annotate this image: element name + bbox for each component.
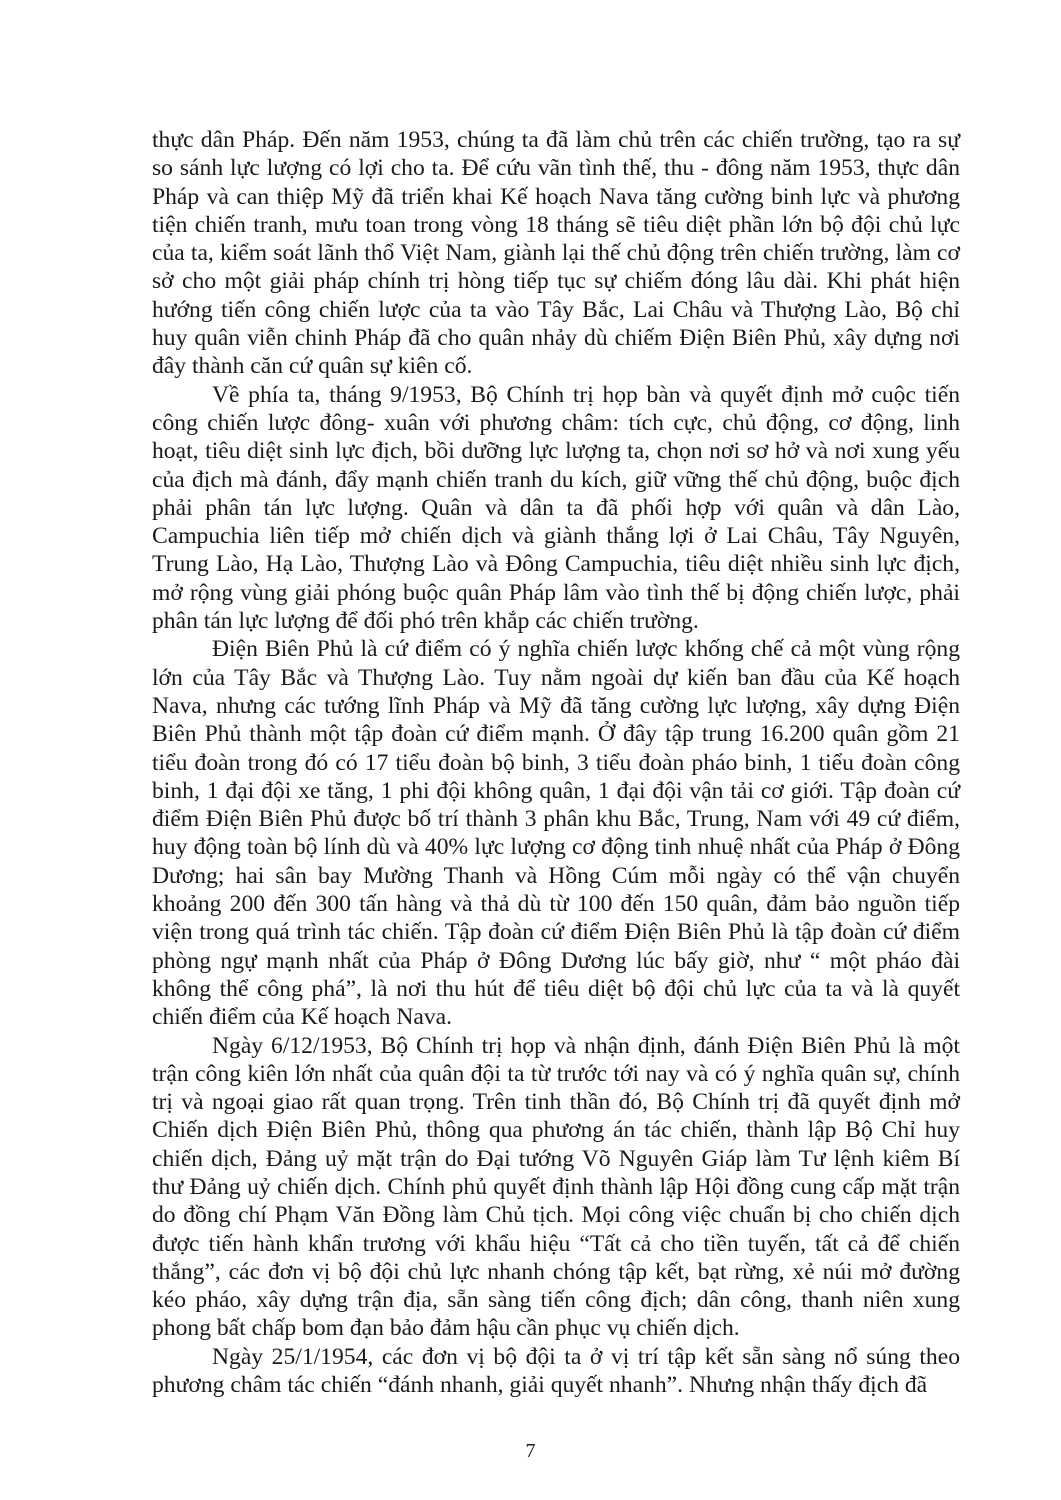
paragraph-strategy: Về phía ta, tháng 9/1953, Bộ Chính trị họp bàn và quyết định mở cuộc tiến công chiến lược đông- xuân với phương châm: tích cực, chủ động, cơ động, linh hoạt, tiêu diệt sinh lực địch, bồi dưỡng lực lượng ta, chọn nơi sơ hở và nơi xung yếu của địch mà đánh, đẩy mạnh chiến tranh du kích, giữ vững thế chủ động, buộc địch phải phân tán lực lượng. Quân và dân ta đã phối hợp với quân và dân Lào, Campuchia liên tiếp mở chiến dịch và giành thắng lợi ở Lai Châu, Tây Nguyên, Trung Lào, Hạ Lào, Thượng Lào và Đông Campuchia, tiêu diệt nhiều sinh lực địch, mở rộng vùng giải phóng buộc quân Pháp lâm vào tình thế bị động chiến lược, phải phân tán lực lượng để đối phó trên khắp các chiến trường.: [152, 381, 960, 635]
paragraph-january: Ngày 25/1/1954, các đơn vị bộ đội ta ở vị trí tập kết sẵn sàng nổ súng theo phương châm tác chiến “đánh nhanh, giải quyết nhanh”. Nhưng nhận thấy địch đã: [152, 1343, 960, 1399]
page-number: 7: [525, 1440, 536, 1462]
document-body: [152, 126, 960, 1399]
paragraph-continuation: thực dân Pháp. Đến năm 1953, chúng ta đã làm chủ trên các chiến trường, tạo ra sự so sánh lực lượng có lợi cho ta. Để cứu vãn tình thế, thu - đông năm 1953, thực dân Pháp và can thiệp Mỹ đã triển khai Kế hoạch Nava tăng cường binh lực và phương tiện chiến tranh, mưu toan trong vòng 18 tháng sẽ tiêu diệt phần lớn bộ đội chủ lực của ta, kiểm soát lãnh thổ Việt Nam, giành lại thế chủ động trên chiến trường, làm cơ sở cho một giải pháp chính trị hòng tiếp tục sự chiếm đóng lâu dài. Khi phát hiện hướng tiến công chiến lược của ta vào Tây Bắc, Lai Châu và Thượng Lào, Bộ chỉ huy quân viễn chinh Pháp đã cho quân nhảy dù chiếm Điện Biên Phủ, xây dựng nơi đây thành căn cứ quân sự kiên cố.: [152, 127, 960, 380]
paragraph-decision: Ngày 6/12/1953, Bộ Chính trị họp và nhận định, đánh Điện Biên Phủ là một trận công kiên lớn nhất của quân đội ta từ trước tới nay và có ý nghĩa quân sự, chính trị và ngoại giao rất quan trọng. Trên tinh thần đó, Bộ Chính trị đã quyết định mở Chiến dịch Điện Biên Phủ, thông qua phương án tác chiến, thành lập Bộ Chỉ huy chiến dịch, Đảng uỷ mặt trận do Đại tướng Võ Nguyên Giáp làm Tư lệnh kiêm Bí thư Đảng uỷ chiến dịch. Chính phủ quyết định thành lập Hội đồng cung cấp mặt trận do đồng chí Phạm Văn Đồng làm Chủ tịch. Mọi công việc chuẩn bị cho chiến dịch được tiến hành khẩn trương với khẩu hiệu “Tất cả cho tiền tuyến, tất cả để chiến thắng”, các đơn vị bộ đội chủ lực nhanh chóng tập kết, bạt rừng, xẻ núi mở đường kéo pháo, xây dựng trận địa, sẵn sàng tiến công địch; dân công, thanh niên xung phong bất chấp bom đạn bảo đảm hậu cần phục vụ chiến dịch.: [152, 1032, 960, 1342]
paragraph-dien-bien-phu: Điện Biên Phủ là cứ điểm có ý nghĩa chiến lược khống chế cả một vùng rộng lớn của Tây Bắc và Thượng Lào. Tuy nằm ngoài dự kiến ban đầu của Kế hoạch Nava, nhưng các tướng lĩnh Pháp và Mỹ đã tăng cường lực lượng, xây dựng Điện Biên Phủ thành một tập đoàn cứ điểm mạnh. Ở đây tập trung 16.200 quân gồm 21 tiểu đoàn trong đó có 17 tiểu đoàn bộ binh, 3 tiểu đoàn pháo binh, 1 tiểu đoàn công binh, 1 đại đội xe tăng, 1 phi đội không quân, 1 đại đội vận tải cơ giới. Tập đoàn cứ điểm Điện Biên Phủ được bố trí thành 3 phân khu Bắc, Trung, Nam với 49 cứ điểm, huy động toàn bộ lính dù và 40% lực lượng cơ động tinh nhuệ nhất của Pháp ở Đông Dương; hai sân bay Mường Thanh và Hồng Cúm mỗi ngày có thể vận chuyển khoảng 200 đến 300 tấn hàng và thả dù từ 100 đến 150 quân, đảm bảo nguồn tiếp viện trong quá trình tác chiến. Tập đoàn cứ điểm Điện Biên Phủ là tập đoàn cứ điểm phòng ngự mạnh nhất của Pháp ở Đông Dương lúc bấy giờ, như “ một pháo đài không thể công phá”, là nơi thu hút để tiêu diệt bộ đội chủ lực của ta và là quyết chiến điểm của Kế hoạch Nava.: [152, 636, 960, 1031]
